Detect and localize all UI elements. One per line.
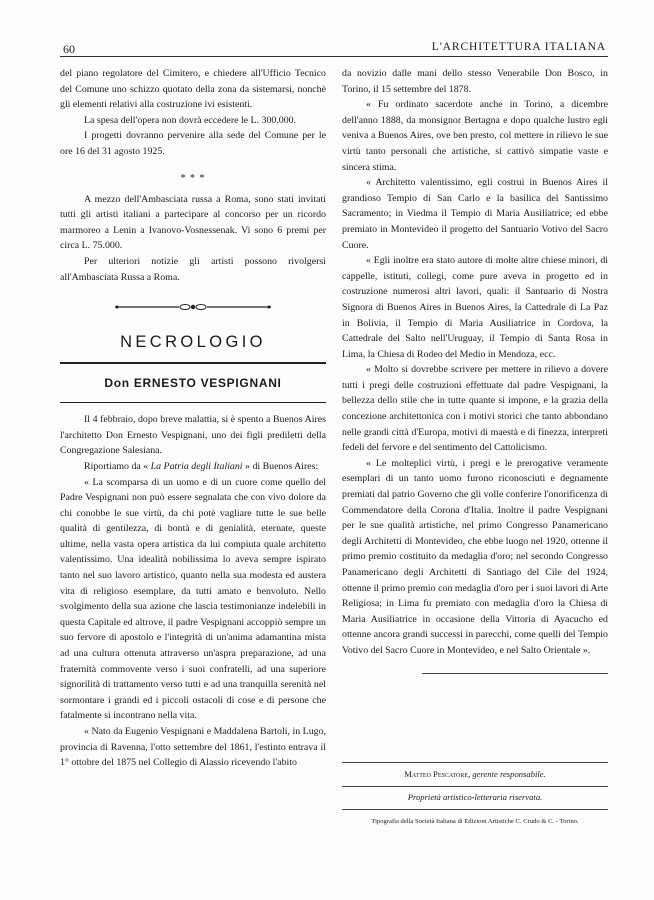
- notice-paragraph: Per ulteriori notizie gli artisti possono rivolgersi all'Ambasciata Russa a Roma.: [60, 255, 326, 283]
- imprint-rule: [342, 762, 608, 763]
- quote-paragraph: « Le molteplici virtù, i pregi e le prerogative veramente esemplari di un tanto uomo furono riconosciuti e degnamente premiati dal patrio Governo che gli volle conferire l'onorificenza di Commendatore della Corona d'Italia. Inoltre il padre Vespignani per le sue qualità artistiche, nel primo Congresso Panamericano degli Architetti di Montevideo, che ebbe luogo nel 1920, ottenne il primo premio costituito da medaglia d'oro; nel secondo Congresso Panamericano degli Architetti di Santiago del Cile del 1924, ottenne il primo premio con medaglia d'oro per i suoi lavori di Arte Religiosa; in Lima fu premiato con medaglia d'oro la Chiesa di Maria Ausiliatrice in occasione della Vittoria di Ayacucho ed ottenne ancora grandi successi in parecchi, come quelli del Tempio Votivo del Sacro Cuore in Montevideo, e nel Salto Orientale ».: [342, 457, 608, 656]
- notice-paragraph: A mezzo dell'Ambasciata russa a Roma, sono stati invitati tutti gli artisti italiani a partecipare al concorso per un ricordo marmoreo a Lenin a Ivanovo-Vosnessenak. Vi sono 6 premi per circa L. 75.000.: [60, 193, 326, 252]
- rights-text: Proprietà artistico-letteraria riservata.: [407, 792, 543, 802]
- article-end-rule: [422, 673, 608, 674]
- article-paragraph: La spesa dell'opera non dovrà eccedere le L. 300.000.: [84, 114, 297, 126]
- quote-paragraph: « Fu ordinato sacerdote anche in Torino, a dicembre dell'anno 1888, da monsignor Bertagna e dopo qualche lustro egli veniva a Buenos Aires, ove ben presto, col mettere in rilievo le sue virtù tanto personali che artistiche, si cattivò simpatie vaste e sincera stima.: [342, 99, 608, 173]
- header-rule: [60, 56, 608, 57]
- obituary-title: Don ERNESTO VESPIGNANI: [104, 376, 282, 391]
- editor-role: , gerente responsabile.: [468, 769, 546, 779]
- rights-notice: [342, 787, 608, 810]
- responsible-editor: [342, 767, 608, 787]
- section-rule: [60, 362, 326, 364]
- printer-credit: Tipografia della Società Italiana di Edizioni Artistiche C. Crudo & C. - Torino.: [371, 818, 579, 825]
- asterism-ornament: * * *: [180, 172, 206, 184]
- editor-name: Matteo Pescatore: [404, 769, 469, 779]
- quote-intro: [60, 459, 326, 475]
- page-number: 60: [63, 42, 75, 56]
- quote-paragraph: da novizio dalle mani dello stesso Venerabile Don Bosco, in Torino, il 15 settembre del 1878.: [342, 68, 608, 95]
- article-paragraph: del piano regolatore del Cimitero, e chiedere all'Ufficio Tecnico del Comune uno schizzo quotato della zona da sistemarsi, nonchè gli elementi relativi alla costruzione ivi esistenti.: [60, 68, 326, 111]
- running-title: L'ARCHITETTURA ITALIANA: [431, 41, 606, 53]
- section-heading: NECROLOGIO: [120, 333, 266, 352]
- quote-paragraph: « La scomparsa di un uomo e di un cuore come quello del Padre Vespignani non può essere segnalata che con vivo dolore da chi conobbe le sue virtù, da chi potè vagliare tutte le sue belle qualità di gentilezza, di bontà e di genialità, eternate, queste ultime, nella vasta opera artistica da lui compiuta quale architetto valentissimo. Una idealità nobilissima lo aveva sempre ispirato tanto nel suo lavoro artistico, quanto nella sua modesta ed austera vita di religioso esemplare, da tutti amato e benvoluto. Nello svolgimento della sua azione che lascia testimonianze indelebili in questa Capitale ed altrove, il padre Vespignani accoppiò sempre un suo fervore di apostolo e l'integrità di un'anima adamantina mista ad una cultura ottenuta attraverso un'aspra preparazione, ad una fraternità commovente verso i suoi confratelli, ad una superiore signorilità di trattamento verso tutti e ad una tranquilla serenità nel sormontare i grandi ed i piccoli ostacoli di cose e di persone che fatalmente si incontrano nella vita.: [60, 476, 326, 722]
- quote-paragraph: « Architetto valentissimo, egli costruì in Buenos Aires il grandioso Tempio di San Carlo e la basilica del Santissimo Sacramento; in Viedma il Tempio di Maria Ausiliatrice; ed ebbe premiato in Montevideo il progetto del Santuario Votivo del Sacro Cuore.: [342, 177, 608, 251]
- left-column: [60, 66, 326, 771]
- quote-intro-after: » di Buenos Aires:: [242, 460, 319, 472]
- quote-intro-before: Riportiamo da «: [84, 460, 151, 472]
- right-column: [342, 66, 608, 674]
- obituary-rule: [60, 402, 326, 403]
- quote-paragraph: « Molto si dovrebbe scrivere per mettere in rilievo a dovere tutti i pregi delle costruzioni effettuate dal padre Vespignani, la bellezza dello stile che in tutte quante si impone, e la grazia della concezione architettonica con i motivi storici che tanto abbondano nelle grandi città d'Europa, motivi di maestà e di finezza, interpreti fedeli del fervore e del sentimento del Cattolicismo.: [342, 364, 608, 454]
- imprint-box: [342, 762, 608, 827]
- decorative-divider-icon: [113, 301, 273, 313]
- obituary-paragraph: Il 4 febbraio, dopo breve malattia, si è spento a Buenos Aires l'architetto Don Ernesto Vespignani, uno dei figli prediletti della Congregazione Salesiana.: [60, 414, 326, 457]
- quote-paragraph: « Egli inoltre era stato autore di molte altre chiese minori, di cappelle, istituti, collegi, come pure aveva in progetto ed in costruzione numerosi altri lavori, quali: il Santuario di Nostra Signora di Buenos Aires in Buenos Aires, la Cattedrale di La Paz in Bolivia, il Tempio di Maria Ausiliatrice in Cordova, la Cattedrale del Salto nell'Uruguay, il Tempio di Santa Rosa in Lima, la Chiesa di Rodeo del Medio in Mendoza, ecc.: [342, 255, 608, 360]
- article-paragraph: I progetti dovranno pervenire alla sede del Comune per le ore 16 del 31 agosto 1925.: [60, 130, 326, 157]
- quote-source: La Patria degli Italiani: [150, 460, 243, 472]
- quote-paragraph: « Nato da Eugenio Vespignani e Maddalena Bartoli, in Lugo, provincia di Ravenna, l'otto settembre del 1861, l'estinto entrava il 1° ottobre del 1875 nel Collegio di Alassio ricevendo l'abito: [60, 726, 326, 769]
